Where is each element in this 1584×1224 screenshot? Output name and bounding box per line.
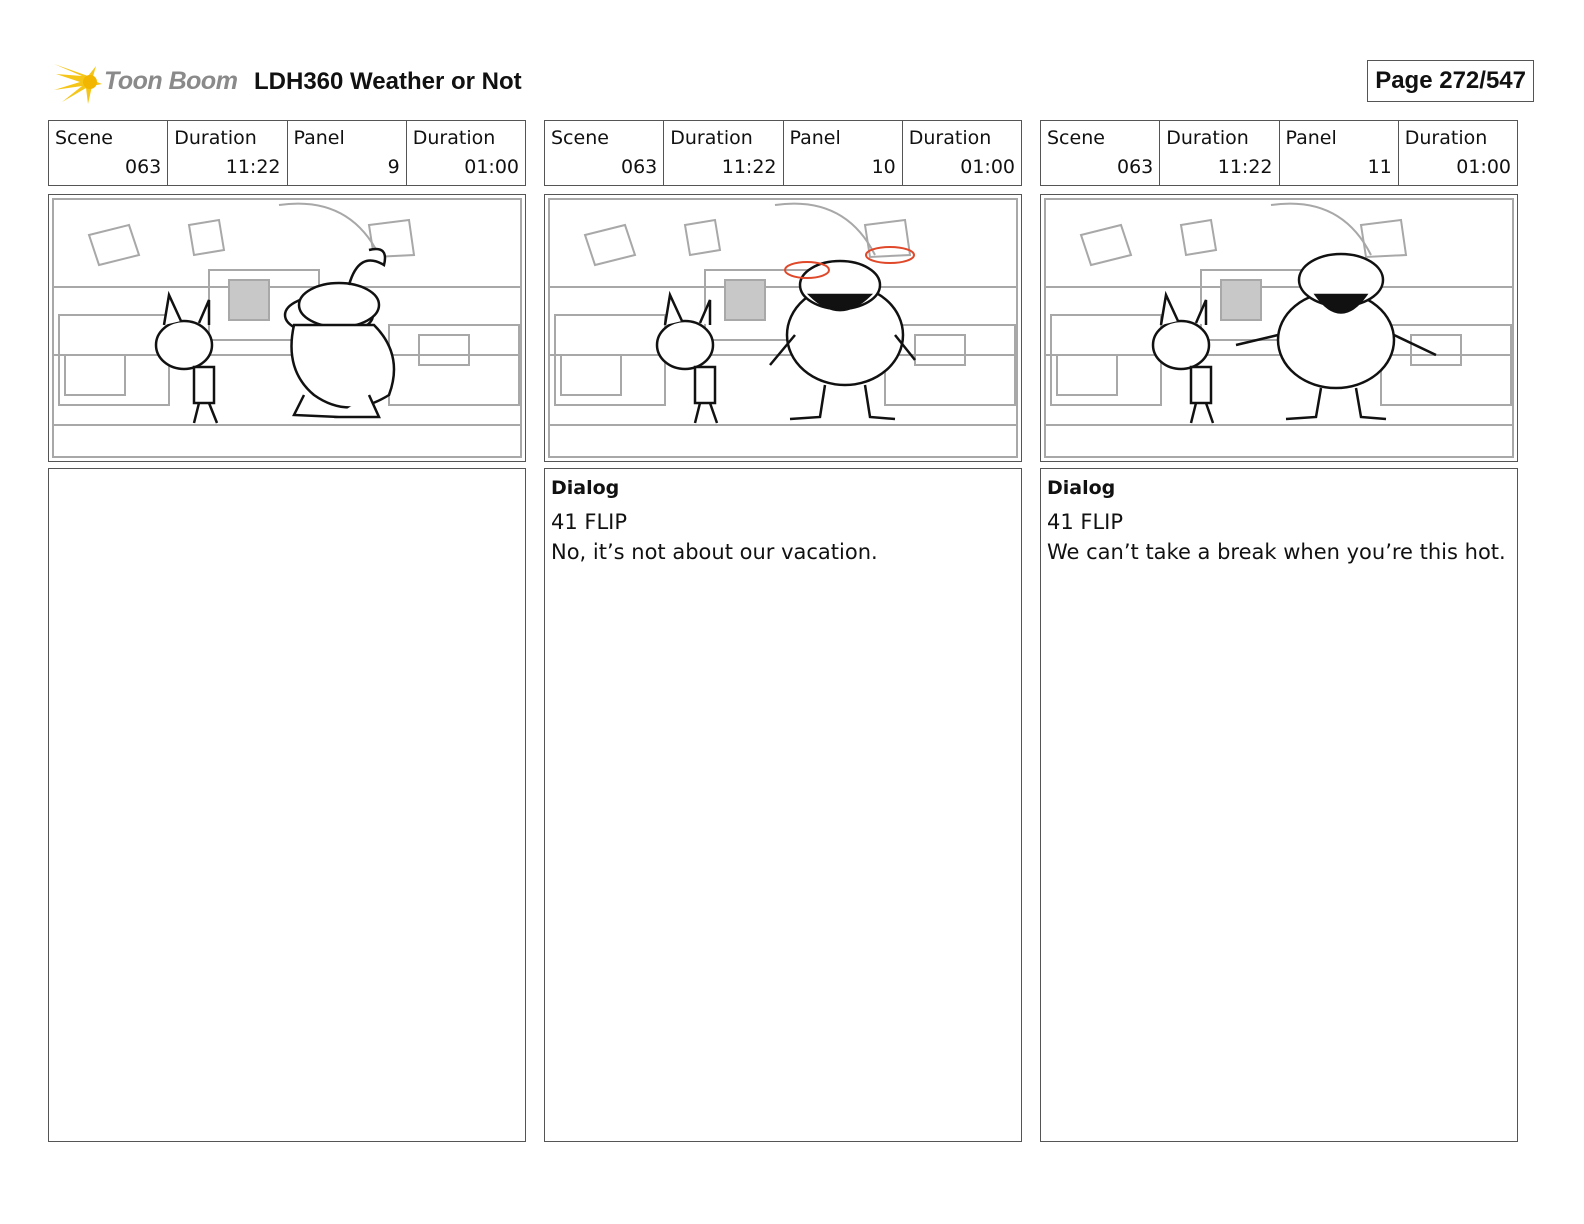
- duration-label: Duration: [1166, 127, 1249, 149]
- storyboard-frame-1: [48, 194, 526, 462]
- dialog-notes: [48, 468, 526, 1142]
- scene-value: 063: [620, 156, 658, 178]
- scene-value: 063: [124, 156, 162, 178]
- panel-duration-cell: [903, 121, 1021, 185]
- scene-value: 063: [1116, 156, 1154, 178]
- panel-cell: [1280, 121, 1399, 185]
- panel-duration-value: 01:00: [464, 156, 519, 178]
- scene-label: Scene: [1047, 127, 1105, 149]
- scene-duration-value: 11:22: [1217, 156, 1273, 178]
- scene-cell: [545, 121, 664, 185]
- duration-label: Duration: [670, 127, 753, 149]
- panel-info-row: [544, 120, 1022, 186]
- dialog-line: 41 FLIP: [1047, 510, 1124, 534]
- scene-cell: [49, 121, 168, 185]
- scene-duration-value: 11:22: [225, 156, 281, 178]
- scene-cell: [1041, 121, 1160, 185]
- dialog-label: Dialog: [551, 477, 620, 499]
- storyboard-frame-3: [1040, 194, 1518, 462]
- panel-value: 9: [387, 156, 400, 178]
- dialog-notes: [544, 468, 1022, 1142]
- project-title: LDH360 Weather or Not: [254, 68, 522, 95]
- panel-duration-cell: [1399, 121, 1517, 185]
- dialog-notes: [1040, 468, 1518, 1142]
- toon-boom-logo: [52, 56, 242, 108]
- panel-cell: [784, 121, 903, 185]
- storyboard-sketch: [1041, 195, 1517, 461]
- storyboard-sketch: [49, 195, 525, 461]
- dialog-label: Dialog: [1047, 477, 1116, 499]
- panel-value: 11: [1367, 156, 1392, 178]
- panel-info-row: [48, 120, 526, 186]
- panel-label: Panel: [789, 127, 841, 149]
- scene-duration-cell: [168, 121, 287, 185]
- duration-label: Duration: [174, 127, 257, 149]
- dialog-text: [1047, 507, 1507, 567]
- dialog-line: We can’t take a break when you’re this hot.: [1047, 540, 1506, 564]
- panel-duration-cell: [407, 121, 525, 185]
- storyboard-sketch: [545, 195, 1021, 461]
- logo-text: Toon Boom: [104, 67, 238, 95]
- toon-boom-star-icon: [52, 58, 104, 106]
- page-header: [52, 56, 1534, 108]
- panel-label: Panel: [293, 127, 345, 149]
- page-number: Page 272/547: [1367, 60, 1534, 102]
- scene-duration-value: 11:22: [721, 156, 777, 178]
- panel-duration-value: 01:00: [960, 156, 1015, 178]
- duration-label: Duration: [412, 127, 496, 149]
- duration-label: Duration: [908, 127, 992, 149]
- panel-duration-value: 01:00: [1456, 156, 1511, 178]
- scene-duration-cell: [664, 121, 783, 185]
- panel-value: 10: [871, 156, 896, 178]
- dialog-text: [551, 507, 1011, 567]
- panel-label: Panel: [1285, 127, 1337, 149]
- duration-label: Duration: [1404, 127, 1488, 149]
- storyboard-frame-2: [544, 194, 1022, 462]
- scene-duration-cell: [1160, 121, 1279, 185]
- panel-info-row: [1040, 120, 1518, 186]
- dialog-line: No, it’s not about our vacation.: [551, 540, 878, 564]
- panel-cell: [288, 121, 407, 185]
- scene-label: Scene: [55, 127, 113, 149]
- dialog-line: 41 FLIP: [551, 510, 628, 534]
- scene-label: Scene: [551, 127, 609, 149]
